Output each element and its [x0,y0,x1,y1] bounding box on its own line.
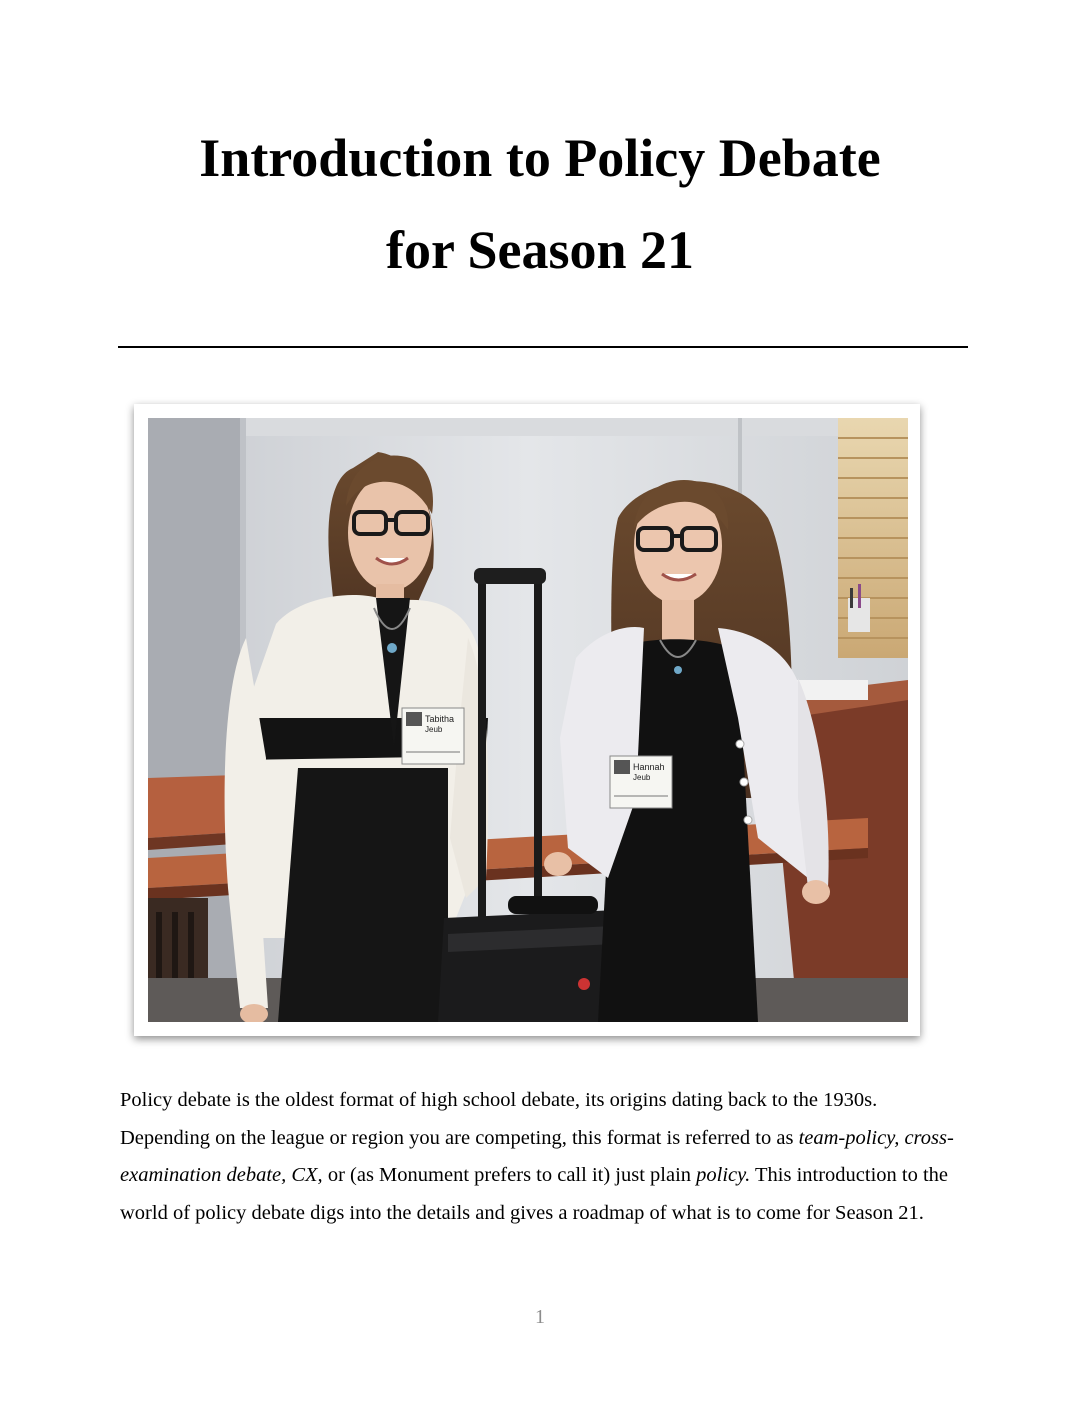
badge-right-surname: Jeub [633,773,651,782]
badge-left-name: Tabitha [425,714,455,724]
document-title-line-2: for Season 21 [385,220,695,280]
debaters-photo [148,418,908,1022]
badge-right-name: Hannah [633,762,665,772]
intro-text-part-2: or (as Monument prefers to call it) just plain [322,1164,697,1186]
intro-italic-policy: policy. [696,1164,751,1186]
document-title-line-1: Introduction to Policy Debate [199,128,881,188]
intro-text-part-1: Policy debate is the oldest format of high school debate, its origins dating back to the 1930s. Depending on the league or region you are competing, this format is referred to as [120,1089,878,1149]
intro-italic-format-names: team-policy, cross-examination debate, CX, [120,1126,954,1186]
title-divider [118,346,968,348]
badge-left-surname: Jeub [425,725,443,734]
page-number: 1 [535,1306,545,1328]
photo-frame [134,404,920,1036]
intro-paragraph [120,1082,970,1232]
intro-text-part-3: This introduction to the world of policy debate digs into the details and gives a roadmap of what is to come for Season 21. [120,1164,949,1224]
